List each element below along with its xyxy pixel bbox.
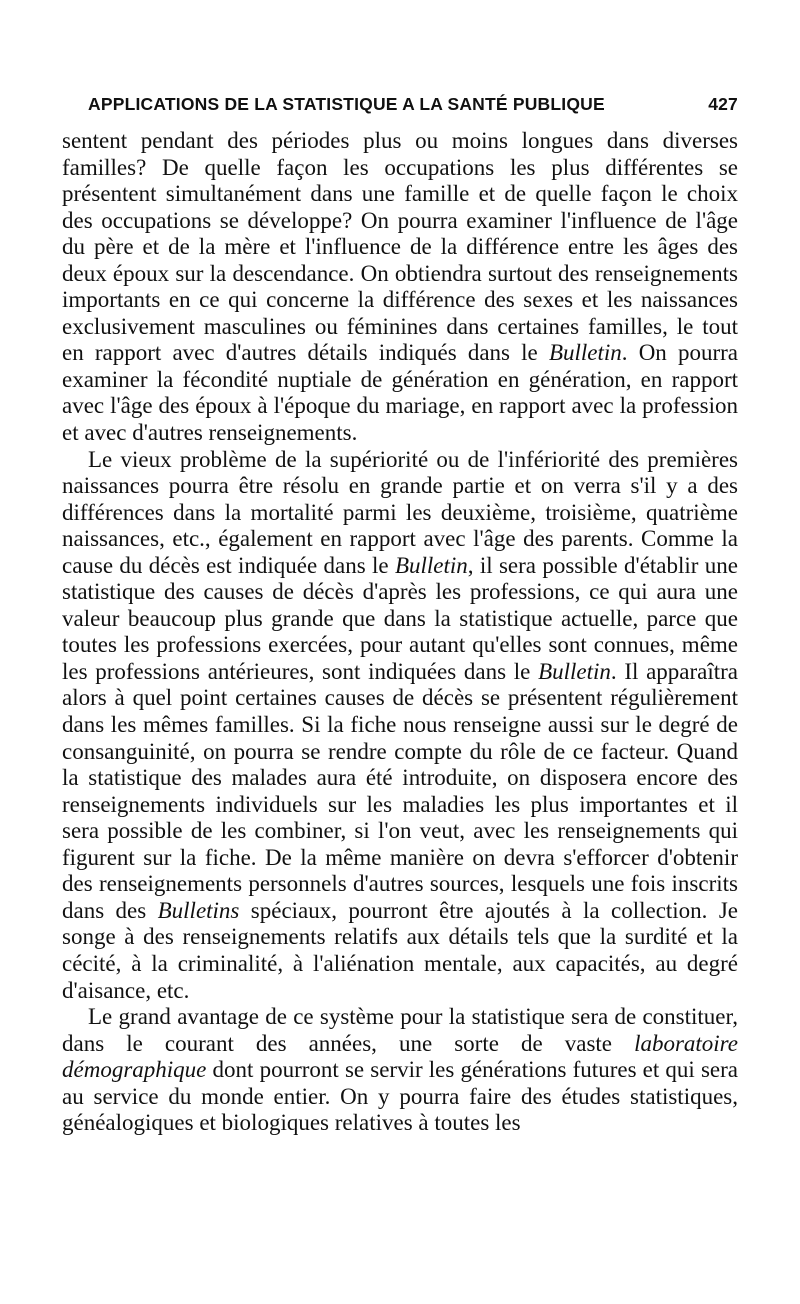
body-text [62,128,738,1137]
italic-title-bulletins: Bulletins [157,897,240,923]
text-run: sentent pendant des périodes plus ou moins longues dans diverses familles? De quelle façon les occupations les plus différentes se présentent simultanément dans une famille et de quelle façon le choix des occupations se développe? On pourra examiner l'influence de l'âge du père et de la mère et l'influence de la différence entre les âges des deux époux sur la descendance. On obtiendra surtout des renseignements importants en ce qui concerne la différence des sexes et les naissances exclusivement masculines ou féminines dans certaines familles, le tout en rapport avec d'autres détails indiqués dans le [62,128,738,366]
italic-title-bulletin: Bulletin [548,340,622,366]
italic-term: laboratoire démographique [62,1030,738,1083]
text-run: . On pourra examiner la fécondité nuptiale de génération en génération, en rapport avec l'âge des époux à l'époque du mariage, en rapport avec la profession et avec d'autres renseignements. [62,340,738,446]
text-run: spéciaux, pourront être ajoutés à la collection. Je songe à des renseignements relatifs aux détails tels que la surdité et la cécité, à la criminalité, à l'aliénation mentale, aux capacités, au degré d'aisance, etc. [62,897,738,1003]
paragraph [62,447,738,1004]
text-run: Le vieux problème de la supériorité ou de l'infériorité des premières naissances pourra être résolu en grande partie et on verra s'il y a des différences dans la mortalité parmi les deuxième, troisième, quatrième naissances, etc., également en rapport avec l'âge des parents. Comme la cause du décès est indiquée dans le [62,446,738,578]
running-header [62,88,738,122]
book-page [62,88,738,1137]
text-run: . Il apparaîtra alors à quel point certaines causes de décès se présentent régulièrement dans les mêmes familles. Si la fiche nous renseigne aussi sur le degré de consanguinité, on pourra se rendre compte du rôle de ce facteur. Quand la statistique des malades aura été introduite, on disposera encore des renseignements individuels sur les maladies les plus importantes et il sera possible de les combiner, si l'on veut, avec les renseignements qui figurent sur la fiche. De la même manière on devra s'efforcer d'obtenir des renseignements personnels d'autres sources, lesquels une fois inscrits dans des [62,658,739,923]
page-number: 427 [708,94,738,114]
italic-title-bulletin: Bulletin [538,658,611,684]
text-run: Le grand avantage de ce système pour la statistique sera de constituer, dans le courant des années, une sorte de vaste [62,1004,738,1056]
text-run: , il sera possible d'établir une statistique des causes de décès d'après les professions, ce qui aura une valeur beaucoup plus grande que dans la statistique actuelle, parce que toutes les professions exercées, pour autant qu'elles sont connues, même les professions antérieures, sont indiquées dans le [62,552,738,684]
text-run: dont pourront se servir les générations futures et qui sera au service du monde entier. On y pourra faire des études statistiques, généalogiques et biologiques relatives à toutes les [62,1057,738,1136]
italic-title-bulletin: Bulletin [394,552,468,578]
paragraph-continued [62,128,738,447]
paragraph [62,1004,738,1137]
running-title: APPLICATIONS DE LA STATISTIQUE A LA SANTÉ PUBLIQUE [88,94,605,114]
